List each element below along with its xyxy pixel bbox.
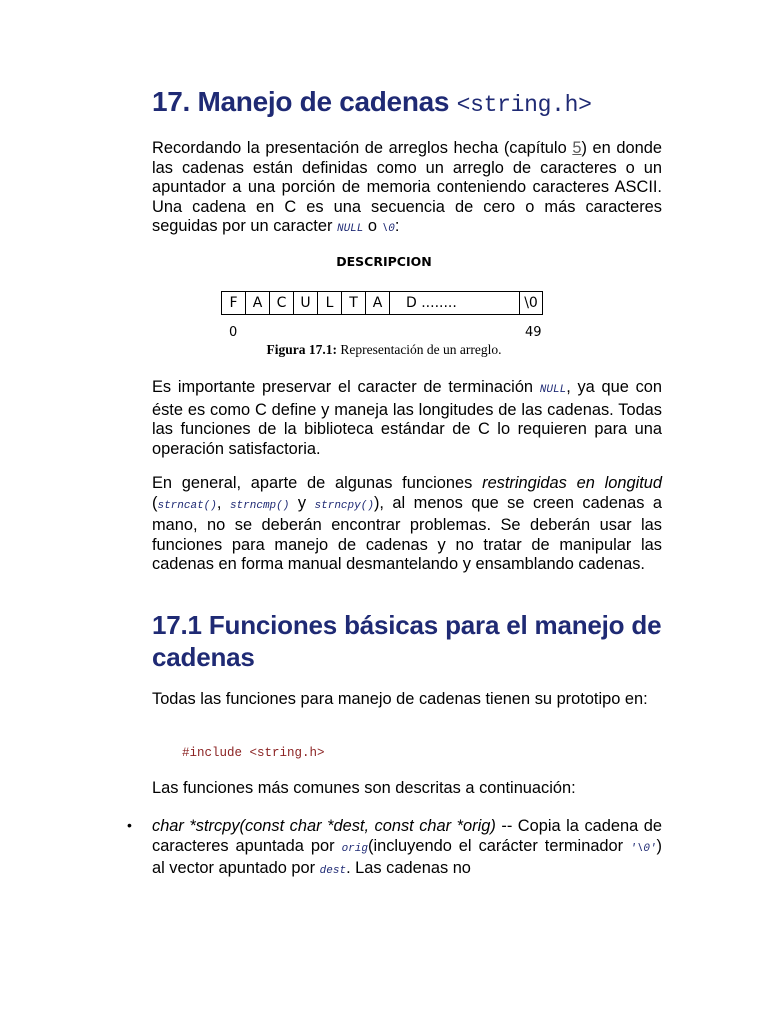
- bullet-strcpy: [152, 817, 662, 882]
- array-diagram: [221, 291, 543, 315]
- array-cell: A: [246, 292, 270, 314]
- figure-heading: DESCRIPCION: [336, 254, 432, 269]
- strncpy-code: strncpy(): [314, 499, 374, 512]
- null-code: NULL: [336, 223, 364, 236]
- orig-code: orig: [341, 842, 368, 855]
- title-code: <string.h>: [456, 92, 592, 118]
- para3-text-3: y: [289, 493, 315, 512]
- page-title: [152, 86, 592, 118]
- para3-text-2: (: [152, 493, 158, 512]
- strncat-code: strncat(): [157, 499, 217, 512]
- array-cell: A: [366, 292, 390, 314]
- array-cell: T: [342, 292, 366, 314]
- include-code: #include <string.h>: [182, 746, 325, 760]
- array-cell: L: [318, 292, 342, 314]
- intro-text-2: ) en donde las cadenas están definidas como un arreglo de caracteres o un apuntador a una porción de memoria conteniendo caracteres ASCII. Una cadena en C es una secuencia de cero o más caracteres seguidas por un caracter: [152, 139, 662, 236]
- figure-caption-label: Figura 17.1:: [266, 342, 337, 357]
- array-cell: F: [222, 292, 246, 314]
- intro-text-4: :: [394, 217, 400, 236]
- terminator-code: '\0': [630, 842, 657, 855]
- array-cell: U: [294, 292, 318, 314]
- bullet-marker: •: [127, 817, 132, 833]
- intro-text-1: Recordando la presentación de arreglos hecha (capítulo: [152, 139, 573, 157]
- strcpy-signature: char *strcpy(const char *dest, const char *orig): [152, 817, 496, 835]
- figure-caption-text: Representación de un arreglo.: [336, 342, 502, 357]
- para3-sep: ,: [216, 493, 230, 512]
- chapter-link[interactable]: 5: [572, 139, 582, 157]
- para3-italic: restringidas en longitud: [482, 474, 662, 492]
- dest-code: dest: [319, 865, 347, 878]
- figure-caption: [0, 342, 768, 358]
- intro-paragraph: [152, 139, 662, 240]
- paragraph-functions: [152, 474, 662, 575]
- para3-text-4: ), al menos que se creen cadenas a mano, no se deberán encontrar problemas. Se deberán usar las funciones para manejo de cadenas y no tratar de manipular las cadenas en forma manual desmantelando y ensamblando cadenas.: [152, 493, 662, 574]
- bullet-text-3: ) al vector apuntado por: [152, 836, 662, 878]
- array-index-end: 49: [525, 325, 542, 340]
- bullet-text-2: (incluyendo el carácter terminador: [367, 836, 631, 855]
- para3-text-1: En general, aparte de algunas funciones: [152, 474, 483, 492]
- paragraph-common-functions: Las funciones más comunes son descritas a continuación:: [152, 779, 576, 797]
- section-heading: 17.1 Funciones básicas para el manejo de cadenas: [152, 610, 662, 672]
- zero-code: \0: [381, 223, 395, 236]
- paragraph-null: [152, 378, 662, 459]
- para2-text-2: , ya que con éste es como C define y maneja las longitudes de las cadenas. Todas las funciones de la biblioteca estándar de C lo requieren para una operación satisfactoria.: [152, 378, 662, 458]
- bullet-text-1: -- Copia la cadena de caracteres apuntada por: [152, 817, 662, 855]
- intro-text-3: o: [363, 217, 382, 236]
- array-cell-terminator: \0: [524, 295, 538, 311]
- null-code: NULL: [539, 384, 567, 396]
- strncmp-code: strncmp(): [229, 499, 290, 512]
- array-cell-ellipsis: D ........: [390, 292, 520, 314]
- para2-text-1: Es importante preservar el caracter de terminación: [152, 378, 540, 396]
- array-cell: C: [270, 292, 294, 314]
- bullet-text-4: . Las cadenas no: [346, 859, 471, 878]
- array-index-start: 0: [229, 325, 238, 340]
- title-text: 17. Manejo de cadenas: [152, 86, 457, 117]
- paragraph-prototype: Todas las funciones para manejo de cadenas tienen su prototipo en:: [152, 690, 648, 708]
